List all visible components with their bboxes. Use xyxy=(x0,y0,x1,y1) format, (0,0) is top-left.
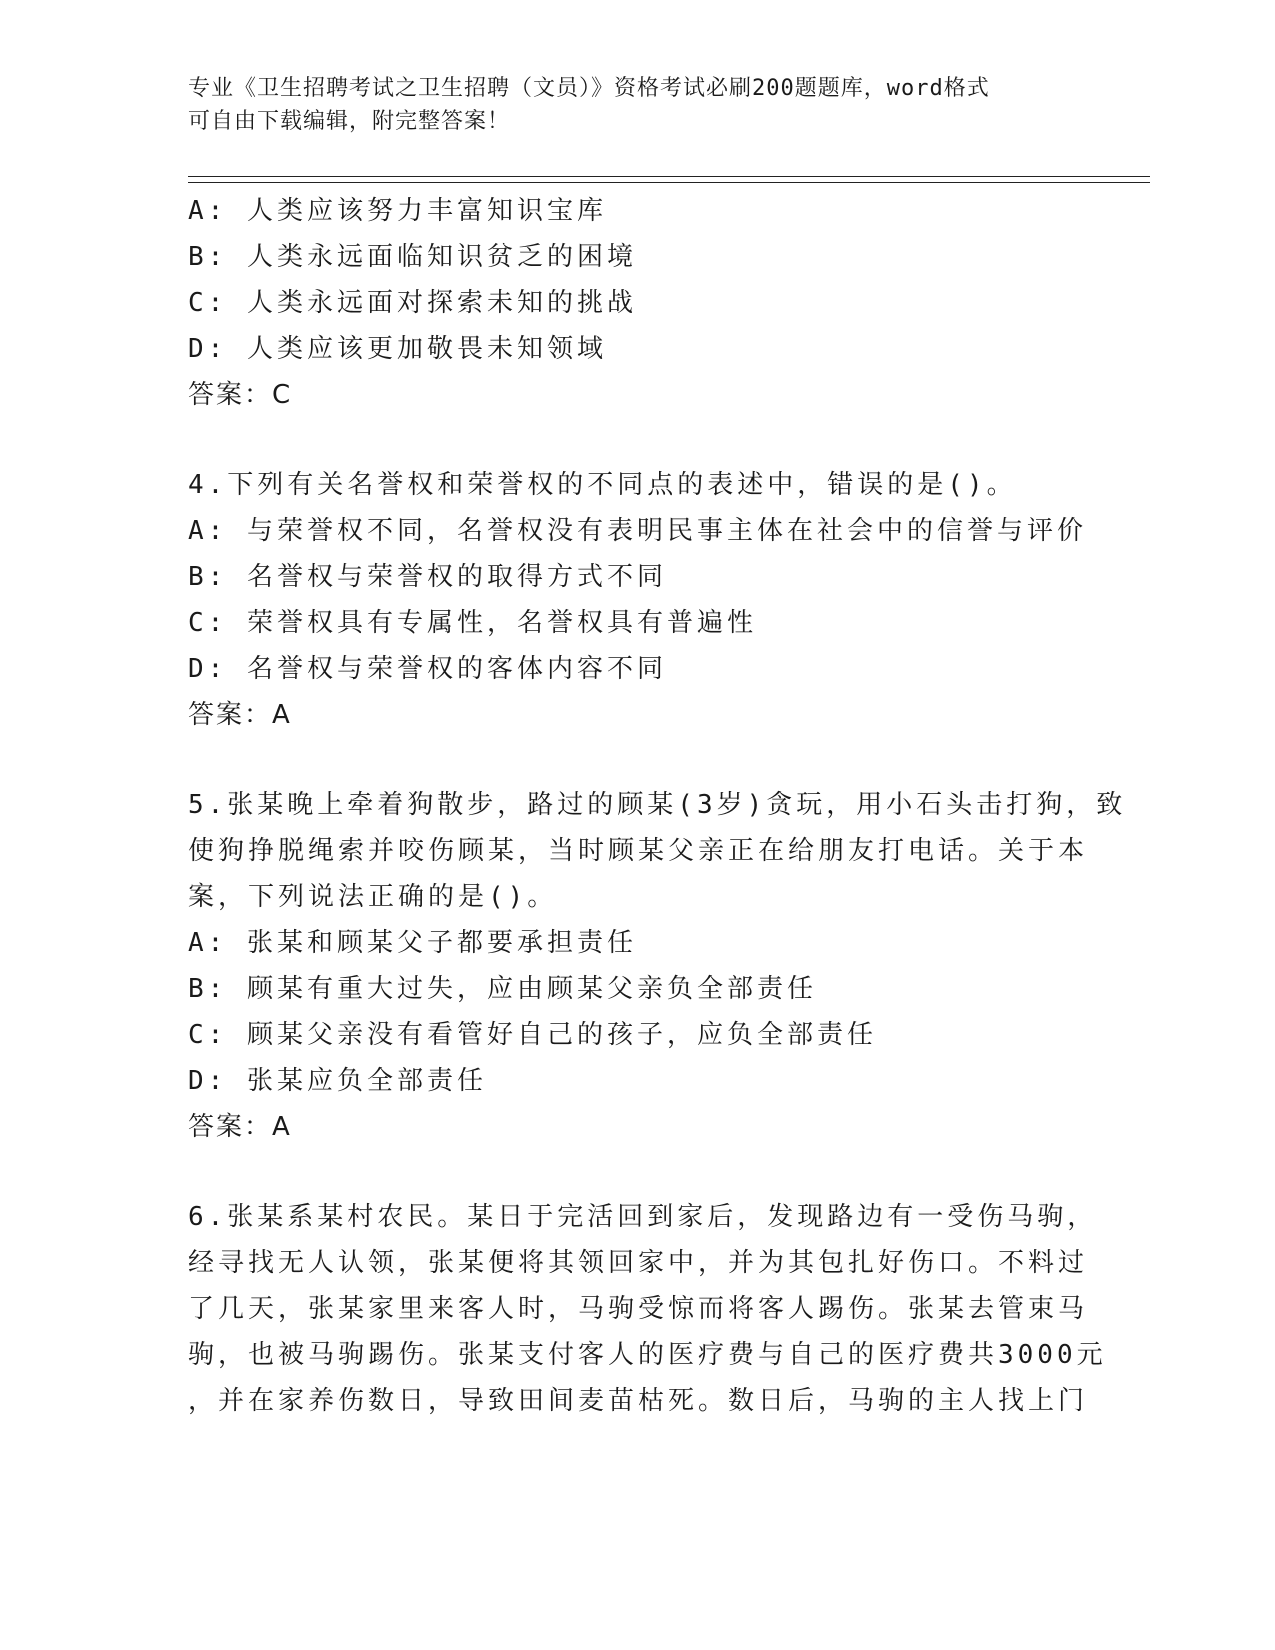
question-6 xyxy=(188,1194,1107,1424)
question-5-stem-line-1: 5.张某晚上牵着狗散步，路过的顾某(3岁)贪玩，用小石头击打狗，致 xyxy=(188,790,1127,820)
question-4-option-a: A: 与荣誉权不同，名誉权没有表明民事主体在社会中的信誉与评价 xyxy=(188,516,1087,546)
question-3 xyxy=(188,188,1088,418)
question-5 xyxy=(188,782,1127,1150)
question-6-stem-line-2: 经寻找无人认领，张某便将其领回家中，并为其包扎好伤口。不料过 xyxy=(188,1248,1089,1278)
question-4-option-d: D: 名誉权与荣誉权的客体内容不同 xyxy=(188,654,667,684)
question-4-stem: 4.下列有关名誉权和荣誉权的不同点的表述中，错误的是()。 xyxy=(188,470,1017,500)
question-6-stem-line-3: 了几天，张某家里来客人时，马驹受惊而将客人踢伤。张某去管束马 xyxy=(188,1294,1089,1324)
question-3-option-d: D: 人类应该更加敬畏未知领域 xyxy=(188,334,607,364)
header-divider-bottom xyxy=(188,182,1150,183)
question-6-stem-line-4: 驹，也被马驹踢伤。张某支付客人的医疗费与自己的医疗费共3000元 xyxy=(188,1340,1107,1370)
question-5-option-b: B: 顾某有重大过失，应由顾某父亲负全部责任 xyxy=(188,974,817,1004)
question-4-option-b: B: 名誉权与荣誉权的取得方式不同 xyxy=(188,562,667,592)
header-title-line-1: 专业《卫生招聘考试之卫生招聘（文员）》资格考试必刷200题题库，word格式 xyxy=(188,76,990,101)
header-divider-top xyxy=(188,176,1150,177)
question-6-stem-line-5: ，并在家养伤数日，导致田间麦苗枯死。数日后，马驹的主人找上门 xyxy=(188,1386,1089,1416)
question-5-option-a: A: 张某和顾某父子都要承担责任 xyxy=(188,928,637,958)
question-3-option-a: A: 人类应该努力丰富知识宝库 xyxy=(188,196,607,226)
question-3-answer: 答案：C xyxy=(188,380,293,410)
spacer xyxy=(188,1150,1088,1194)
spacer xyxy=(188,418,1088,462)
question-5-answer: 答案：A xyxy=(188,1112,292,1142)
question-4-answer: 答案：A xyxy=(188,700,292,730)
question-5-stem-line-2: 使狗挣脱绳索并咬伤顾某，当时顾某父亲正在给朋友打电话。关于本 xyxy=(188,836,1089,866)
question-6-stem-line-1: 6.张某系某村农民。某日于完活回到家后，发现路边有一受伤马驹， xyxy=(188,1202,1098,1232)
question-5-option-c: C: 顾某父亲没有看管好自己的孩子，应负全部责任 xyxy=(188,1020,877,1050)
question-3-option-c: C: 人类永远面对探索未知的挑战 xyxy=(188,288,637,318)
question-4 xyxy=(188,462,1088,738)
question-content xyxy=(188,188,1127,1424)
document-header xyxy=(188,72,1088,138)
question-5-stem-line-3: 案，下列说法正确的是()。 xyxy=(188,882,558,912)
question-5-option-d: D: 张某应负全部责任 xyxy=(188,1066,487,1096)
question-4-option-c: C: 荣誉权具有专属性，名誉权具有普遍性 xyxy=(188,608,757,638)
header-title-line-2: 可自由下载编辑，附完整答案！ xyxy=(188,109,511,134)
question-3-option-b: B: 人类永远面临知识贫乏的困境 xyxy=(188,242,637,272)
spacer xyxy=(188,738,1088,782)
